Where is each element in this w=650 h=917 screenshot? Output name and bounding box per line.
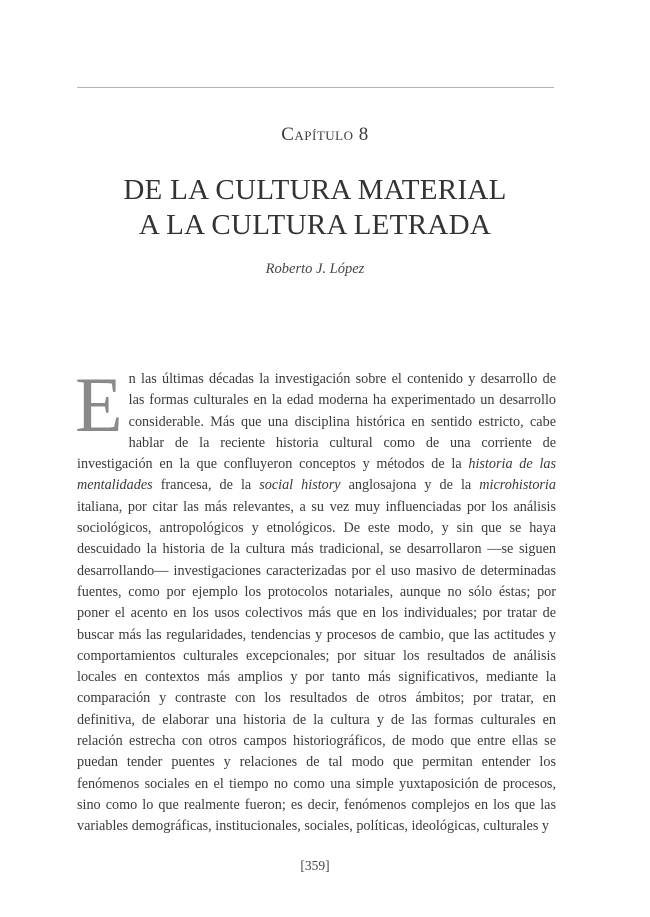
drop-cap: E xyxy=(75,361,123,448)
italic-term-microhistoria: microhistoria xyxy=(479,477,556,494)
body-text-segment: n las últimas décadas la investigación sobre el contenido y desarrollo de las formas culturales en la edad moderna ha experimentado un desarrollo considerable. Más que una disciplina histórica en sentido estricto, cabe hablar de la reciente historia cultural como de una corriente de investigación en la que confluyeron conceptos y métodos de la xyxy=(77,371,556,473)
chapter-title-line-1: DE LA CULTURA MATERIAL xyxy=(123,174,507,206)
chapter-label: Capítulo 8 xyxy=(281,124,369,145)
header-rule xyxy=(77,87,554,88)
body-text-segment: anglosajona y de la xyxy=(340,477,480,494)
chapter-title-line-2: A LA CULTURA LETRADA xyxy=(138,209,492,241)
chapter-author: Roberto J. López xyxy=(265,261,365,277)
chapter-title xyxy=(0,173,630,243)
italic-term-social-history: social history xyxy=(259,477,341,494)
body-paragraph xyxy=(75,361,556,838)
italic-term-mentalidades: historia de las mentalidades xyxy=(77,456,556,494)
chapter-body xyxy=(75,361,556,838)
body-text-segment: francesa, de la xyxy=(152,477,260,494)
page-number: [359] xyxy=(300,858,330,873)
body-text-segment: italiana, por citar las más relevantes, a su vez muy influenciadas por los análisis sociológicos, antropológicos y etnológicos. De este modo, y sin que se haya descuidado la historia de la cultura más tradicional, se desarrollaron —se siguen desarrollando— investigaciones caracterizadas por el uso masivo de determinadas fuentes, como por ejemplo los protocolos notariales, aunque no sólo éstas; por poner el acento en los usos colectivos más que en los individuales; por tratar de buscar más las regularidades, tendencias y procesos de cambio, que las actitudes y comportamientos culturales excepcionales; por situar los resultados de análisis locales en contextos más amplios y por tanto más significativos, mediante la comparación y contraste con los resultados de otros ámbitos; por tratar, en definitiva, de elaborar una historia de la cultura y de las formas culturales en relación estrecha con otros campos historiográficos, de modo que entre ellas se puedan tender puentes y relaciones de tal modo que permitan entender los fenómenos sociales en el tiempo no como una simple yuxtaposición de procesos, sino como lo que realmente fueron; es decir, fenómenos complejos en los que las variables demográficas, institucionales, sociales, políticas, ideológicas, culturales y xyxy=(77,498,556,835)
